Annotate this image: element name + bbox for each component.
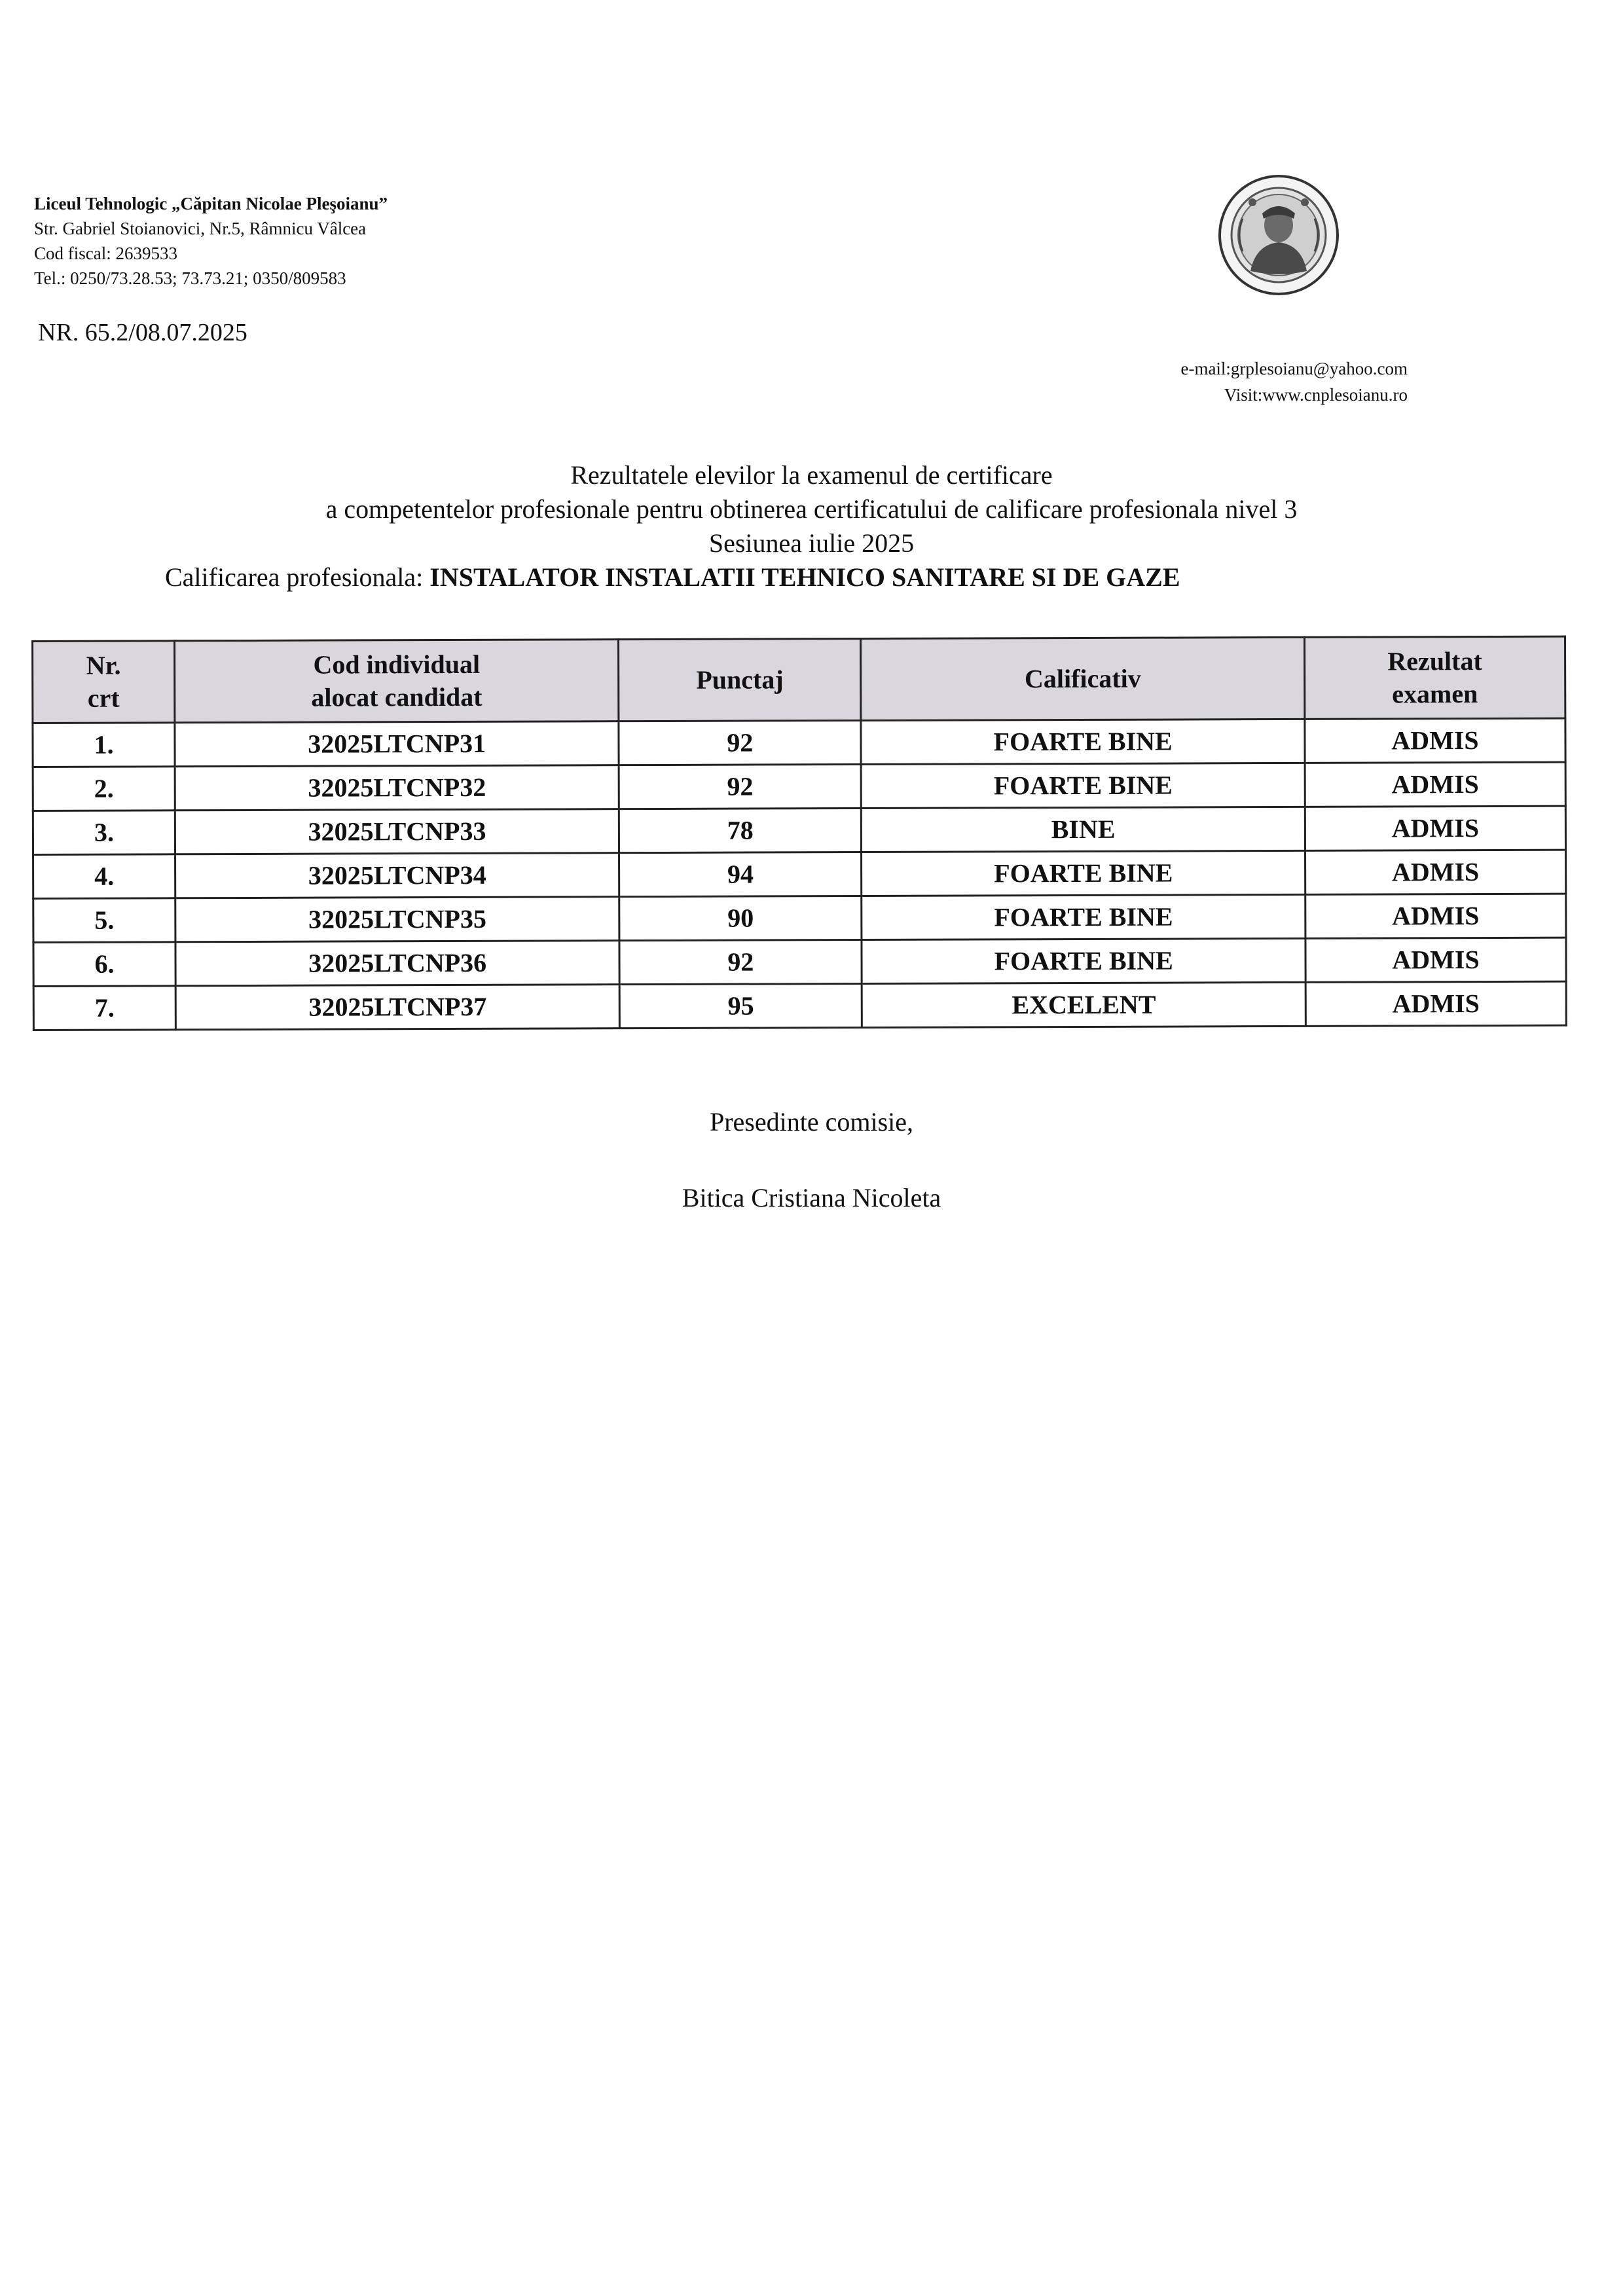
table-row xyxy=(33,894,1566,942)
cell-nr: 4. xyxy=(33,854,175,899)
header-cod-line2: alocat candidat xyxy=(311,682,483,712)
cell-calificativ: FOARTE BINE xyxy=(862,894,1305,939)
cell-punctaj: 90 xyxy=(619,896,862,941)
cell-calificativ: FOARTE BINE xyxy=(862,850,1305,896)
cell-nr: 3. xyxy=(33,811,175,855)
cell-nr: 7. xyxy=(33,986,175,1030)
cell-rezultat: ADMIS xyxy=(1305,981,1566,1026)
header-rezultat xyxy=(1304,636,1565,719)
cell-cod: 32025LTCNP31 xyxy=(175,721,619,767)
header-nr-crt xyxy=(33,641,175,723)
results-table xyxy=(31,636,1567,1031)
header-rezultat-line1: Rezultat xyxy=(1387,646,1482,676)
cell-nr: 1. xyxy=(33,723,175,767)
email-address: e-mail:grplesoianu@yahoo.com xyxy=(1180,359,1408,378)
cell-cod: 32025LTCNP33 xyxy=(175,809,619,854)
phone-numbers: Tel.: 0250/73.28.53; 73.73.21; 0350/809583 xyxy=(34,268,346,288)
header-calificativ: Calificativ xyxy=(861,637,1305,720)
table-header-row xyxy=(33,636,1565,723)
cell-nr: 5. xyxy=(33,898,175,943)
cell-punctaj: 92 xyxy=(619,765,861,809)
cell-rezultat: ADMIS xyxy=(1305,806,1565,850)
cell-cod: 32025LTCNP34 xyxy=(175,853,619,898)
website-address: Visit:www.cnplesoianu.ro xyxy=(1224,385,1408,405)
cell-calificativ: BINE xyxy=(862,807,1305,852)
qualification-value: INSTALATOR INSTALATII TEHNICO SANITARE SI DE GAZE xyxy=(429,562,1180,592)
header-punctaj: Punctaj xyxy=(619,639,862,721)
document-number: NR. 65.2/08.07.2025 xyxy=(38,319,247,346)
table-row xyxy=(33,718,1565,767)
document-title xyxy=(0,458,1623,594)
table-row xyxy=(33,806,1565,854)
cell-punctaj: 92 xyxy=(619,940,862,985)
school-header xyxy=(34,191,623,291)
cell-punctaj: 78 xyxy=(619,809,862,853)
commission-president-name: Bitica Cristiana Nicoleta xyxy=(682,1183,941,1212)
cell-punctaj: 94 xyxy=(619,852,862,897)
title-line-2: a competentelor profesionale pentru obtinerea certificatului de calificare profesionala nivel 3 xyxy=(325,494,1298,524)
cell-nr: 6. xyxy=(33,942,175,987)
header-cod-line1: Cod individual xyxy=(313,649,481,680)
cell-rezultat: ADMIS xyxy=(1305,762,1565,807)
cell-cod: 32025LTCNP32 xyxy=(175,765,619,811)
cell-cod: 32025LTCNP36 xyxy=(175,941,619,986)
cell-rezultat: ADMIS xyxy=(1305,894,1566,938)
title-line-1: Rezultatele elevilor la examenul de certificare xyxy=(570,460,1053,490)
cell-rezultat: ADMIS xyxy=(1305,850,1565,894)
title-line-3: Sesiunea iulie 2025 xyxy=(708,528,915,558)
cell-nr: 2. xyxy=(33,767,175,811)
table-row xyxy=(33,850,1566,898)
cell-calificativ: FOARTE BINE xyxy=(861,719,1305,764)
school-emblem-icon xyxy=(1216,173,1341,297)
cell-rezultat: ADMIS xyxy=(1305,718,1565,763)
header-rezultat-line2: examen xyxy=(1392,679,1478,709)
school-name: Liceul Tehnologic „Căpitan Nicolae Pleşoianu” xyxy=(34,194,388,213)
cell-cod: 32025LTCNP37 xyxy=(175,985,619,1030)
table-row xyxy=(33,981,1566,1030)
table-row xyxy=(33,762,1565,811)
cell-calificativ: FOARTE BINE xyxy=(862,763,1305,808)
table-row xyxy=(33,938,1566,986)
commission-president-role: Presedinte comisie, xyxy=(709,1107,914,1137)
header-cod xyxy=(175,640,619,723)
cell-punctaj: 92 xyxy=(619,721,861,765)
qualification-label: Calificarea profesionala: xyxy=(165,562,430,592)
fiscal-code: Cod fiscal: 2639533 xyxy=(34,244,177,263)
header-nr-line2: crt xyxy=(87,683,120,713)
cell-calificativ: FOARTE BINE xyxy=(862,938,1305,983)
cell-cod: 32025LTCNP35 xyxy=(175,897,619,942)
qualification-line xyxy=(0,560,1623,594)
cell-punctaj: 95 xyxy=(619,984,862,1029)
cell-rezultat: ADMIS xyxy=(1305,938,1566,982)
cell-calificativ: EXCELENT xyxy=(862,982,1306,1027)
contact-info xyxy=(1106,355,1408,408)
header-nr-line1: Nr. xyxy=(86,650,121,680)
school-address: Str. Gabriel Stoianovici, Nr.5, Râmnicu Vâlcea xyxy=(34,219,367,238)
